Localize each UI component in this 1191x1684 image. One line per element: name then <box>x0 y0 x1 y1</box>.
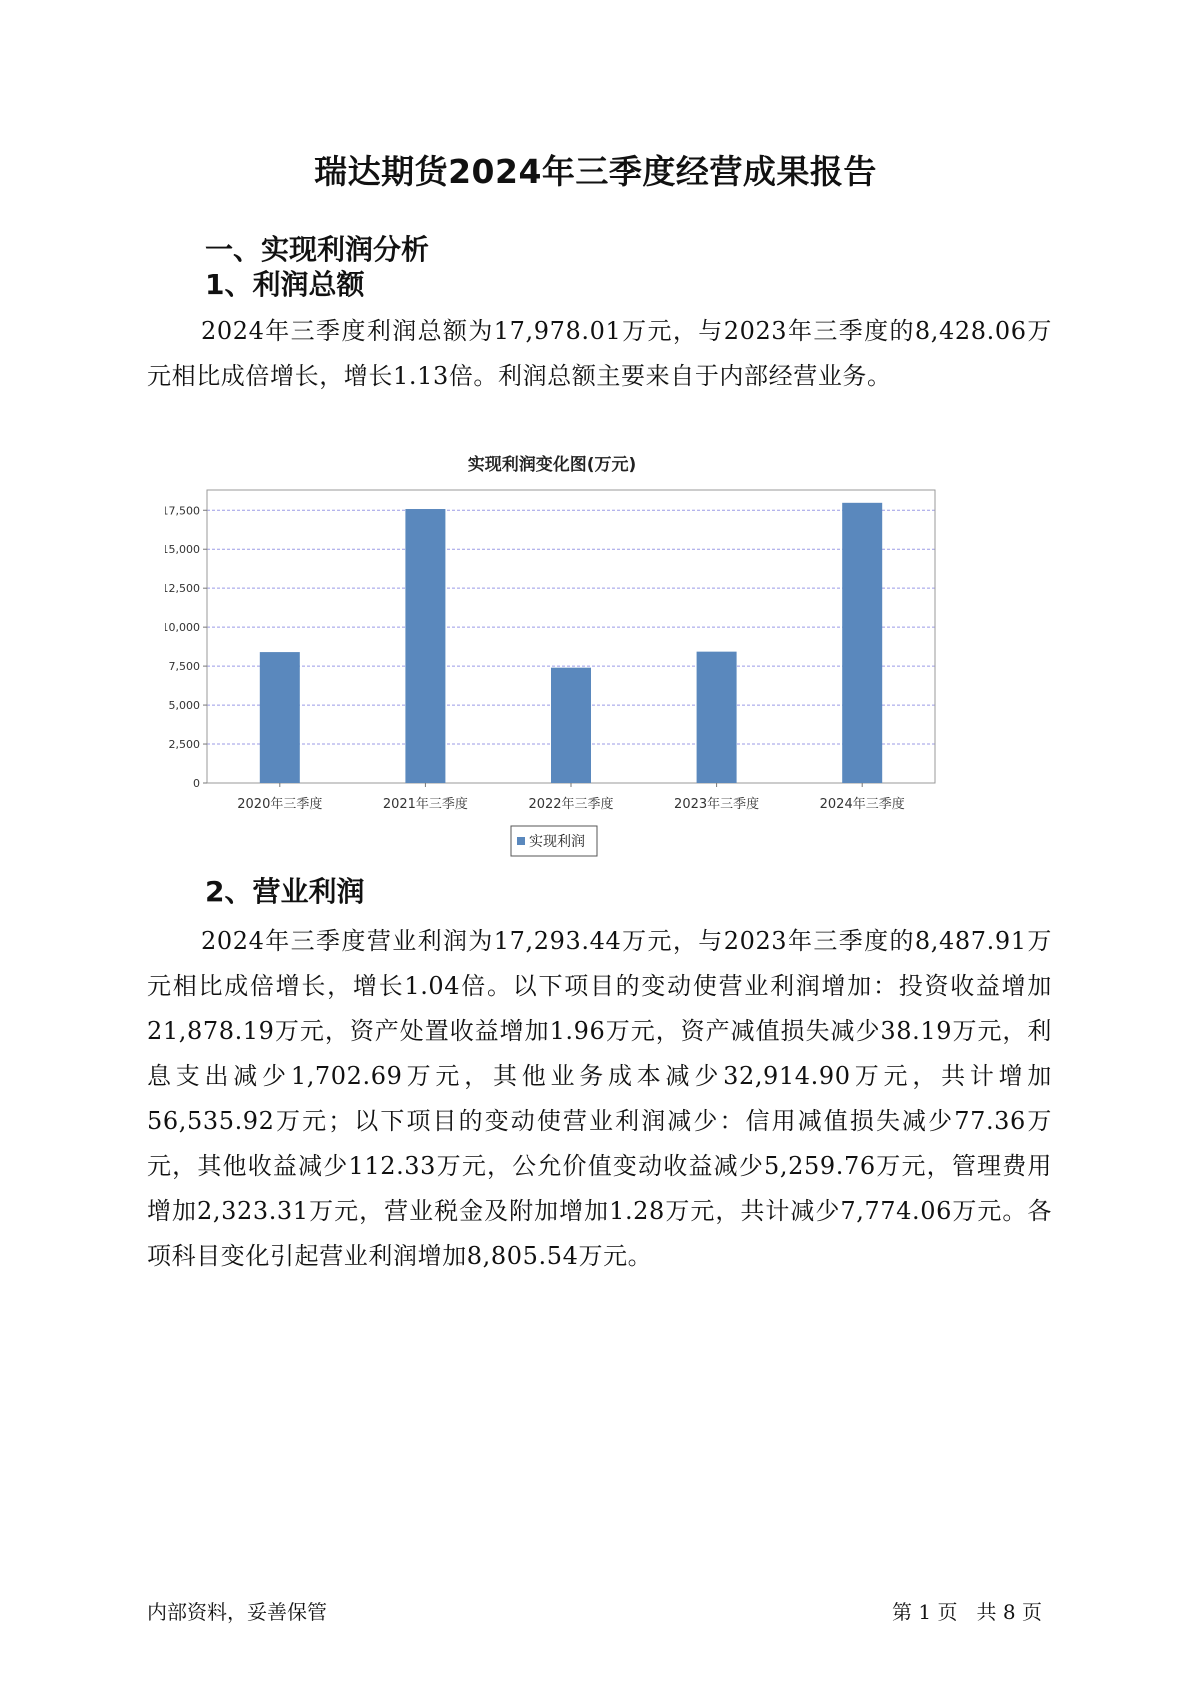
y-tick-label: 5,000 <box>168 699 200 713</box>
y-tick-label: 10,000 <box>165 621 200 635</box>
y-tick-label: 2,500 <box>168 738 200 752</box>
legend-swatch <box>517 837 525 845</box>
chart-title: 实现利润变化图(万元) <box>467 455 637 475</box>
x-tick-label: 2021年三季度 <box>382 797 468 812</box>
profit-bar-chart <box>165 455 1035 915</box>
subheading-total-profit: 1、利润总额 <box>205 268 365 301</box>
y-tick-label: 17,500 <box>165 504 200 518</box>
chart-svg <box>165 455 1035 915</box>
section-heading-profit-analysis: 一、实现利润分析 <box>205 233 430 266</box>
bar-3 <box>551 668 591 783</box>
y-tick-label: 12,500 <box>165 582 200 596</box>
x-tick-label: 2020年三季度 <box>237 797 323 812</box>
legend-label: 实现利润 <box>529 834 585 850</box>
x-tick-label: 2022年三季度 <box>528 797 614 812</box>
bar-4 <box>697 652 737 783</box>
report-title: 瑞达期货2024年三季度经营成果报告 <box>314 152 877 191</box>
x-tick-label: 2023年三季度 <box>674 797 760 812</box>
y-tick-label: 7,500 <box>168 660 200 674</box>
subheading-operating-profit: 2、营业利润 <box>205 875 365 908</box>
x-tick-label: 2024年三季度 <box>819 797 905 812</box>
footer-confidential-note: 内部资料，妥善保管 <box>147 1600 327 1624</box>
y-tick-label: 15,000 <box>165 543 200 557</box>
bar-2 <box>405 509 445 783</box>
y-tick-label: 0 <box>193 777 200 790</box>
paragraph-operating-profit: 2024年三季度营业利润为17,293.44万元，与2023年三季度的8,487.91万元相比成倍增长，增长1.04倍。以下项目的变动使营业利润增加：投资收益增加21,878.19万元，资产处置收益增加1.96万元，资产减值损失减少38.19万元，利息支出减少1,702.69万元，其他业务成本减少32,914.90万元，共计增加56,535.92万元；以下项目的变动使营业利润减少：信用减值损失减少77.36万元，其他收益减少112.33万元，公允价值变动收益减少5,259.76万元，管理费用增加2,323.31万元，营业税金及附加增加1.28万元，共计减少7,774.06万元。各项科目变化引起营业利润增加8,805.54万元。 <box>147 927 1052 1270</box>
paragraph-total-profit: 2024年三季度利润总额为17,978.01万元，与2023年三季度的8,428.06万元相比成倍增长，增长1.13倍。利润总额主要来自于内部经营业务。 <box>147 317 1052 390</box>
footer-page-number: 第 1 页 共 8 页 <box>892 1600 1042 1624</box>
bar-5 <box>842 503 882 783</box>
bar-1 <box>260 652 300 783</box>
